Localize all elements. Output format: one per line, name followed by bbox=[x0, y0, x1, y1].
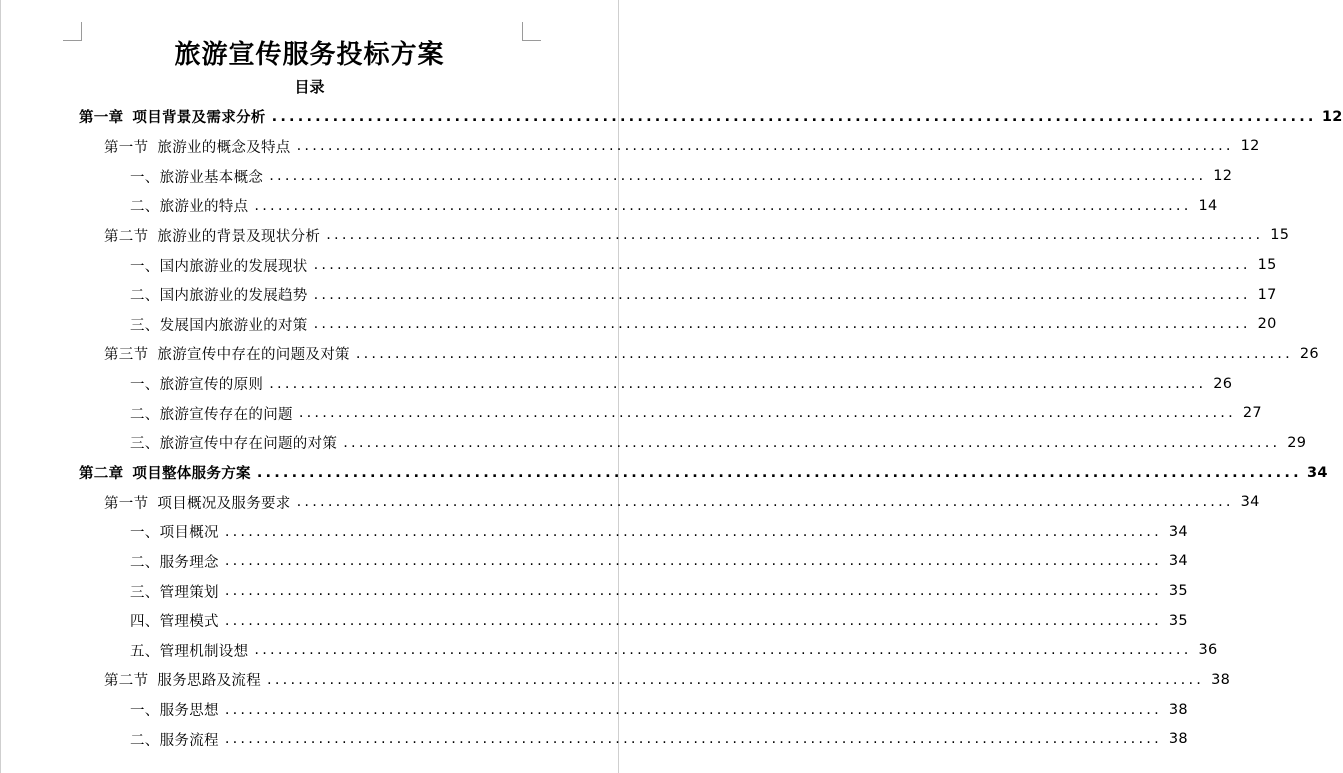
toc-entry-title: 项目背景及需求分析 bbox=[132, 110, 266, 127]
toc-dot-leader: ........................................................................................................................ bbox=[355, 345, 1293, 362]
toc-entry-title: 管理机制设想 bbox=[159, 643, 249, 660]
toc-page-number: 34 bbox=[1168, 553, 1188, 570]
toc-page-number: 38 bbox=[1168, 731, 1188, 748]
toc-entry-section[interactable] bbox=[1, 221, 1290, 251]
toc-dot-leader: ........................................................................................................................ bbox=[224, 731, 1162, 748]
toc-dot-leader: ........................................................................................................................ bbox=[271, 108, 1317, 125]
toc-entry-item[interactable] bbox=[1, 695, 1188, 725]
toc-entry-item[interactable] bbox=[1, 398, 1262, 428]
toc-entry-section[interactable] bbox=[1, 132, 1260, 162]
toc-entry-prefix: 一、 bbox=[130, 169, 160, 186]
toc-entry-item[interactable] bbox=[1, 606, 1188, 636]
toc-entry-title: 旅游业的概念及特点 bbox=[157, 139, 291, 156]
toc-page-number: 12 bbox=[1321, 108, 1343, 125]
toc-dot-leader: ........................................................................................................................ bbox=[224, 553, 1162, 570]
toc-entry-prefix: 三、 bbox=[130, 584, 160, 601]
toc-page-number: 12 bbox=[1240, 138, 1260, 155]
document-title: 旅游宣传服务投标方案 bbox=[174, 40, 445, 70]
toc-entry-item[interactable] bbox=[1, 576, 1188, 606]
toc-entry-title: 旅游业的特点 bbox=[159, 199, 249, 216]
toc-dot-leader: ........................................................................................................................ bbox=[254, 642, 1192, 659]
toc-page-number: 26 bbox=[1213, 375, 1233, 392]
toc-entry-prefix: 三、 bbox=[130, 317, 160, 334]
toc-dot-leader: ........................................................................................................................ bbox=[224, 612, 1162, 629]
toc-entry-prefix: 第二节 bbox=[104, 673, 149, 690]
toc-entry-prefix: 第一节 bbox=[104, 495, 149, 512]
toc-entry-title: 国内旅游业的发展趋势 bbox=[159, 288, 308, 305]
toc-page-number: 35 bbox=[1168, 583, 1188, 600]
toc-entry-section[interactable] bbox=[1, 487, 1260, 517]
toc-entry-prefix: 一、 bbox=[130, 258, 160, 275]
toc-entry-title: 项目概况 bbox=[159, 525, 219, 542]
toc-entry-prefix: 第一节 bbox=[104, 139, 149, 156]
toc-entry-title: 管理策划 bbox=[159, 584, 219, 601]
toc-page-number: 12 bbox=[1213, 168, 1233, 185]
toc-page-number: 38 bbox=[1211, 671, 1231, 688]
toc-entry-item[interactable] bbox=[1, 517, 1188, 547]
toc-entry-title: 服务流程 bbox=[159, 732, 219, 749]
toc-entry-prefix: 第二章 bbox=[79, 466, 124, 482]
toc-dot-leader: ........................................................................................................................ bbox=[254, 197, 1192, 214]
toc-entry-prefix: 二、 bbox=[130, 199, 160, 216]
toc-dot-leader: ........................................................................................................................ bbox=[326, 227, 1264, 244]
toc-dot-leader: ........................................................................................................................ bbox=[313, 316, 1251, 333]
toc-entry-title: 国内旅游业的发展现状 bbox=[159, 258, 308, 275]
toc-entry-title: 发展国内旅游业的对策 bbox=[159, 317, 308, 334]
toc-dot-leader: ........................................................................................................................ bbox=[313, 286, 1251, 303]
toc-page-number: 17 bbox=[1257, 286, 1277, 303]
toc-entry-item[interactable] bbox=[1, 309, 1277, 339]
toc-dot-leader: ........................................................................................................................ bbox=[224, 583, 1162, 600]
toc-entry-prefix: 三、 bbox=[130, 436, 160, 453]
toc-entry-item[interactable] bbox=[1, 428, 1307, 458]
toc-page-number: 14 bbox=[1198, 197, 1218, 214]
toc-page-number: 35 bbox=[1168, 612, 1188, 629]
toc-dot-leader: ........................................................................................................................ bbox=[296, 138, 1234, 155]
toc-dot-leader: ........................................................................................................................ bbox=[343, 434, 1281, 451]
toc-entry-item[interactable] bbox=[1, 369, 1233, 399]
toc-entry-title: 旅游业的背景及现状分析 bbox=[157, 228, 321, 245]
toc-entry-item[interactable] bbox=[1, 280, 1277, 310]
toc-entry-prefix: 四、 bbox=[130, 614, 160, 631]
toc-entry-prefix: 二、 bbox=[130, 406, 160, 423]
toc-dot-leader: ........................................................................................................................ bbox=[296, 494, 1234, 511]
toc-dot-leader: ........................................................................................................................ bbox=[269, 168, 1207, 185]
toc-entry-prefix: 五、 bbox=[130, 643, 160, 660]
toc-entry-chapter[interactable] bbox=[1, 102, 1343, 132]
toc-page-number: 27 bbox=[1242, 405, 1262, 422]
toc-entry-title: 项目概况及服务要求 bbox=[157, 495, 291, 512]
toc-entry-prefix: 二、 bbox=[130, 288, 160, 305]
toc-entry-prefix: 一、 bbox=[130, 377, 160, 394]
toc-dot-leader: ........................................................................................................................ bbox=[267, 671, 1205, 688]
toc-entry-item[interactable] bbox=[1, 636, 1218, 666]
toc-heading: 目录 bbox=[294, 78, 325, 96]
toc-entry-title: 管理模式 bbox=[159, 614, 219, 631]
toc-entry-title: 旅游宣传的原则 bbox=[159, 377, 264, 394]
toc-entry-item[interactable] bbox=[1, 547, 1188, 577]
toc-entry-prefix: 第一章 bbox=[79, 110, 124, 127]
toc-entry-title: 项目整体服务方案 bbox=[132, 466, 251, 482]
toc-entry-prefix: 一、 bbox=[130, 703, 160, 720]
toc-entry-title: 旅游宣传中存在的问题及对策 bbox=[157, 347, 350, 364]
toc-entry-item[interactable] bbox=[1, 724, 1188, 754]
toc-entry-prefix: 第二节 bbox=[104, 228, 149, 245]
toc-entry-title: 服务思想 bbox=[159, 703, 219, 720]
toc-page-number: 36 bbox=[1198, 642, 1218, 659]
toc-entry-title: 旅游宣传存在的问题 bbox=[159, 406, 293, 423]
toc-dot-leader: ........................................................................................................................ bbox=[313, 257, 1251, 274]
toc-entry-title: 服务理念 bbox=[159, 554, 219, 571]
toc-page-number: 29 bbox=[1287, 434, 1307, 451]
toc-entry-title: 服务思路及流程 bbox=[157, 673, 262, 690]
toc-entry-section[interactable] bbox=[1, 665, 1231, 695]
toc-page-number: 38 bbox=[1168, 701, 1188, 718]
toc-page-number: 34 bbox=[1168, 523, 1188, 540]
toc-entry-prefix: 二、 bbox=[130, 732, 160, 749]
toc-entry-title: 旅游宣传中存在问题的对策 bbox=[159, 436, 338, 453]
toc-page-number: 15 bbox=[1257, 257, 1277, 274]
toc-entry-item[interactable] bbox=[1, 191, 1218, 221]
toc-entry-title: 旅游业基本概念 bbox=[159, 169, 264, 186]
toc-page-number: 34 bbox=[1240, 494, 1260, 511]
toc-entry-item[interactable] bbox=[1, 161, 1233, 191]
toc-entry-section[interactable] bbox=[1, 339, 1319, 369]
toc-entry-chapter[interactable] bbox=[1, 458, 1328, 488]
toc-dot-leader: ........................................................................................................................ bbox=[256, 464, 1302, 481]
toc-entry-prefix: 一、 bbox=[130, 525, 160, 542]
toc-page-number: 26 bbox=[1299, 345, 1319, 362]
toc-dot-leader: ........................................................................................................................ bbox=[269, 375, 1207, 392]
toc-page-number: 20 bbox=[1257, 316, 1277, 333]
toc-entry-prefix: 第三节 bbox=[104, 347, 149, 364]
toc-entry-item[interactable] bbox=[1, 250, 1277, 280]
toc-page-number: 15 bbox=[1270, 227, 1290, 244]
table-of-contents bbox=[1, 102, 1343, 754]
toc-dot-leader: ........................................................................................................................ bbox=[224, 701, 1162, 718]
toc-dot-leader: ........................................................................................................................ bbox=[224, 523, 1162, 540]
toc-page-number: 34 bbox=[1307, 464, 1328, 481]
toc-dot-leader: ........................................................................................................................ bbox=[298, 405, 1236, 422]
toc-entry-prefix: 二、 bbox=[130, 554, 160, 571]
